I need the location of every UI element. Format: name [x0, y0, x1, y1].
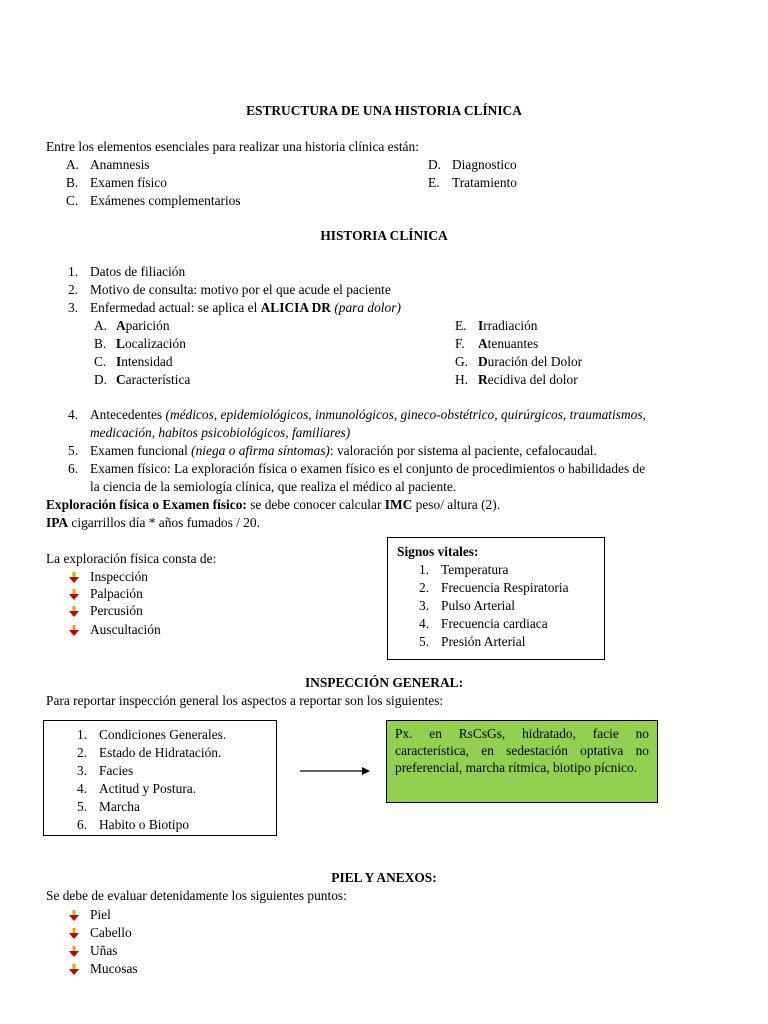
list-item: Condiciones Generales. — [99, 727, 227, 742]
document-title: ESTRUCTURA DE UNA HISTORIA CLÍNICA — [246, 103, 522, 118]
section-title-historia-clinica: HISTORIA CLÍNICA — [320, 228, 448, 243]
list-item: Habito o Biotipo — [99, 817, 190, 832]
antecedentes-detail-cont — [90, 424, 350, 442]
list-item: Datos de filiación — [90, 264, 186, 279]
list-item — [116, 353, 173, 371]
exploracion-label: Exploración física o Examen físico: — [46, 497, 247, 512]
list-item: Marcha — [99, 799, 140, 814]
mnemonic-initial: I — [478, 318, 484, 333]
list-item-text: ecidiva del dolor — [487, 372, 578, 387]
list-item-text: aracterística — [125, 372, 191, 387]
list-item: Mucosas — [90, 961, 138, 976]
list-item-mark: 4. — [68, 407, 79, 422]
piel-intro: Se debe de evaluar detenidamente los siguientes puntos: — [46, 888, 347, 903]
list-item-mark: G. — [455, 354, 469, 369]
list-item-text: Enfermedad actual: se aplica el — [90, 300, 261, 315]
list-item-mark: 1. — [419, 562, 430, 577]
section-title-inspeccion: INSPECCIÓN GENERAL: — [304, 675, 464, 690]
inspeccion-list-box — [43, 720, 277, 836]
list-item-mark: E. — [455, 318, 467, 333]
arrow-bullet-icon — [68, 946, 80, 958]
list-item: Facies — [99, 763, 134, 778]
list-item — [116, 317, 170, 335]
list-item: Anamnesis — [90, 157, 150, 172]
right-arrow-icon — [299, 765, 371, 777]
list-item-mark: 5. — [77, 799, 88, 814]
exploracion-line — [46, 496, 500, 514]
list-item — [478, 335, 538, 353]
antecedentes-detail: medicación, habitos psicobiológicos, familiares) — [90, 425, 351, 440]
list-item-mark: B. — [66, 175, 79, 190]
list-item-mark: A. — [66, 157, 80, 172]
inspeccion-intro: Para reportar inspección general los aspectos a reportar son los siguientes: — [46, 693, 444, 708]
signos-vitales-title: Signos vitales: — [397, 544, 479, 559]
inspeccion-example-box — [386, 720, 658, 803]
list-item-enfermedad-actual — [90, 299, 401, 317]
list-item-mark: 4. — [77, 781, 88, 796]
section-title-piel: PIEL Y ANEXOS: — [331, 870, 437, 885]
list-item-mark: 3. — [419, 598, 430, 613]
list-item-mark: 4. — [419, 616, 430, 631]
list-item-mark: D. — [94, 372, 108, 387]
alicia-dr-label: ALICIA DR — [260, 300, 331, 315]
list-item-mark: 2. — [77, 745, 88, 760]
list-item-mark: E. — [428, 175, 440, 190]
ipa-formula: cigarrillos día * años fumados / 20. — [68, 515, 260, 530]
list-item-mark: 5. — [68, 443, 79, 458]
list-item — [116, 335, 186, 353]
mnemonic-initial: D — [478, 354, 488, 369]
list-item — [478, 371, 578, 389]
examen-funcional-note: (niega o afirma síntomas) — [191, 443, 330, 458]
mnemonic-initial: R — [478, 372, 488, 387]
antecedentes-detail: (médicos, epidemiológicos, inmunológicos, gineco-obstétrico, quirúrgicos, traumatismos, — [165, 407, 646, 422]
mnemonic-initial: A — [478, 336, 488, 351]
list-item-text: parición — [125, 318, 170, 333]
list-item: Frecuencia cardiaca — [441, 616, 548, 631]
list-item: Inspección — [90, 569, 149, 584]
list-item: Piel — [90, 907, 111, 922]
inspeccion-example-text: Px. en RsCsGs, hidratado, facie no característica, en sedestación optativa no preferencial, marcha rítmica, biotipo pícnico. — [395, 726, 649, 775]
list-item — [478, 317, 538, 335]
exploracion-text: se debe conocer calcular — [246, 497, 385, 512]
list-item: Uñas — [90, 943, 118, 958]
list-item-mark: C. — [94, 354, 107, 369]
list-item-mark: 3. — [68, 300, 79, 315]
list-item-mark: B. — [94, 336, 107, 351]
list-item-text: Examen funcional — [90, 443, 192, 458]
list-item-mark: F. — [455, 336, 465, 351]
arrow-bullet-icon — [68, 589, 80, 601]
list-item-mark: H. — [455, 372, 469, 387]
arrow-bullet-icon — [68, 964, 80, 976]
para-dolor-note: (para dolor) — [330, 300, 401, 315]
list-item-text: ntensidad — [121, 354, 173, 369]
arrow-bullet-icon — [68, 928, 80, 940]
ipa-label: IPA — [46, 515, 69, 530]
signos-vitales-box — [387, 537, 605, 660]
list-item-mark: 6. — [77, 817, 88, 832]
list-item: Frecuencia Respiratoria — [441, 580, 569, 595]
list-item — [116, 371, 190, 389]
list-item-mark: 5. — [419, 634, 430, 649]
consta-intro: La exploración física consta de: — [46, 551, 217, 566]
list-item-mark: 1. — [68, 264, 79, 279]
list-item-mark: 2. — [419, 580, 430, 595]
list-item-mark: 2. — [68, 282, 79, 297]
mnemonic-initial: L — [116, 336, 125, 351]
list-item: Motivo de consulta: motivo por el que acude el paciente — [90, 282, 391, 297]
list-item-examen-funcional — [90, 442, 597, 460]
list-item-antecedentes — [90, 406, 646, 424]
list-item-mark: A. — [94, 318, 108, 333]
list-item-examen-fisico: Examen físico: La exploración física o examen físico es el conjunto de procedimientos o habilidades de — [90, 461, 646, 476]
list-item-text: rradiación — [483, 318, 538, 333]
list-item: Temperatura — [441, 562, 509, 577]
list-item-examen-fisico-cont: la ciencia de la semiología clínica, que realiza el médico al paciente. — [90, 479, 457, 494]
list-item-text: tenuantes — [487, 336, 539, 351]
list-item-mark: C. — [66, 193, 79, 208]
arrow-bullet-icon — [68, 625, 80, 637]
list-item-text: uración del Dolor — [487, 354, 583, 369]
imc-label: IMC — [384, 497, 413, 512]
list-item: Exámenes complementarios — [90, 193, 241, 208]
list-item-mark: 6. — [68, 461, 79, 476]
list-item: Pulso Arterial — [441, 598, 516, 613]
list-item-mark: 1. — [77, 727, 88, 742]
list-item: Palpación — [90, 586, 143, 601]
list-item: Estado de Hidratación. — [99, 745, 222, 760]
mnemonic-initial: A — [116, 318, 126, 333]
list-item-text: Antecedentes — [90, 407, 166, 422]
list-item — [478, 353, 582, 371]
mnemonic-initial: C — [116, 372, 126, 387]
arrow-bullet-icon — [68, 910, 80, 922]
list-item: Cabello — [90, 925, 132, 940]
list-item-text: ocalización — [124, 336, 186, 351]
intro-text: Entre los elementos esenciales para realizar una historia clínica están: — [46, 139, 419, 154]
exploracion-formula: peso/ altura (2). — [412, 497, 501, 512]
list-item: Actitud y Postura. — [99, 781, 197, 796]
list-item: Tratamiento — [452, 175, 517, 190]
arrow-bullet-icon — [68, 572, 80, 584]
list-item-mark: 3. — [77, 763, 88, 778]
list-item: Diagnostico — [452, 157, 517, 172]
list-item: Examen físico — [90, 175, 167, 190]
ipa-line — [46, 514, 260, 532]
list-item: Presión Arterial — [441, 634, 526, 649]
arrow-bullet-icon — [68, 606, 80, 618]
list-item-text: : valoración por sistema al paciente, cefalocaudal. — [329, 443, 597, 458]
list-item: Percusión — [90, 603, 143, 618]
mnemonic-initial: I — [116, 354, 122, 369]
list-item: Auscultación — [90, 622, 161, 637]
list-item-mark: D. — [428, 157, 442, 172]
